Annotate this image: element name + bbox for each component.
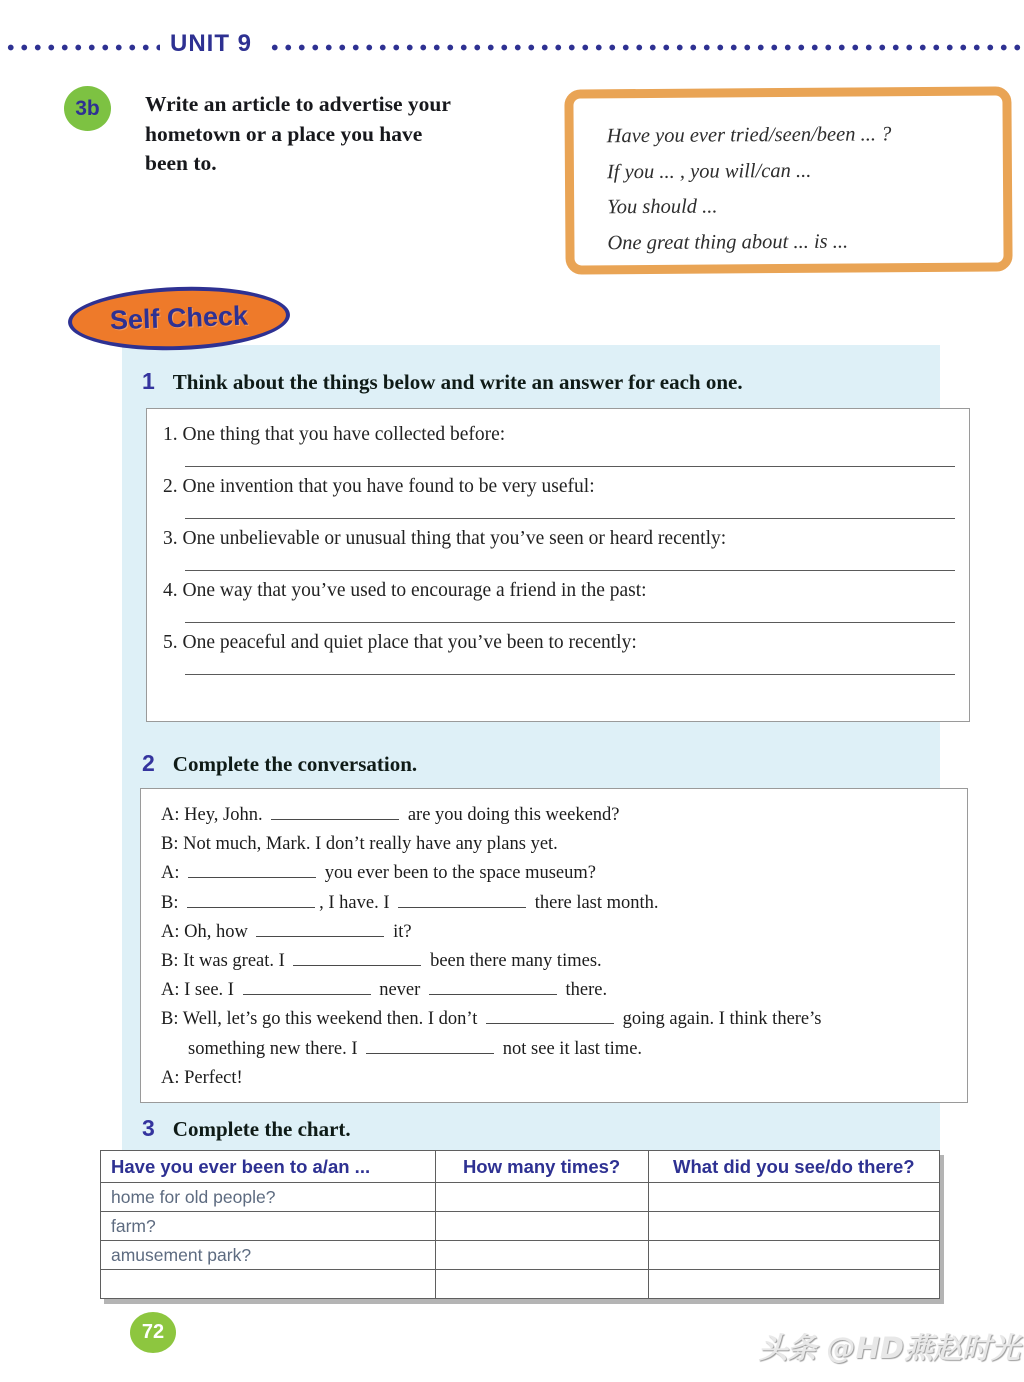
section-2-number: 2	[142, 750, 155, 776]
chart-cell[interactable]	[648, 1270, 939, 1299]
conversation-text: B: It was great. I	[161, 951, 290, 972]
task-3b-line: hometown or a place you have	[145, 121, 423, 146]
answer-line[interactable]	[185, 518, 955, 519]
hint-line: One great thing about ... is ...	[607, 230, 849, 254]
conversation-text: B:	[161, 892, 184, 913]
conversation-line	[161, 801, 953, 830]
hint-box	[564, 86, 1012, 274]
conversation-line	[161, 1005, 953, 1034]
task-3b-line: Write an article to advertise your	[145, 92, 451, 116]
conversation-text: , I have. I	[319, 892, 395, 913]
conversation-text: something new there. I	[188, 1038, 363, 1059]
fill-blank[interactable]	[429, 980, 557, 995]
question-item: 5. One peaceful and quiet place that you’ve been to recently:	[163, 632, 637, 653]
fill-blank[interactable]	[398, 893, 526, 908]
fill-blank[interactable]	[271, 805, 399, 820]
chart-row	[101, 1270, 940, 1299]
conversation-text: B: Not much, Mark. I don’t really have any plans yet.	[161, 834, 558, 855]
chart-cell[interactable]	[435, 1270, 648, 1299]
conversation-text: B: Well, let’s go this weekend then. I don’t	[161, 1009, 483, 1030]
conversation-line	[161, 830, 953, 859]
fill-blank[interactable]	[256, 922, 384, 937]
chart-row	[101, 1183, 940, 1212]
section-1-title: Think about the things below and write an answer for each one.	[172, 370, 743, 394]
conversation-text: A: Oh, how	[161, 921, 253, 942]
chart-cell[interactable]	[435, 1212, 648, 1241]
fill-blank[interactable]	[486, 1009, 614, 1024]
answer-line[interactable]	[185, 622, 955, 623]
chart-header-cell: How many times?	[435, 1151, 648, 1183]
conversation-line	[161, 1064, 953, 1093]
hint-line: Have you ever tried/seen/been ... ?	[606, 123, 892, 148]
conversation-text: A: Hey, John.	[161, 805, 268, 825]
section-1-number: 1	[142, 368, 155, 394]
conversation-line	[161, 947, 953, 976]
task-3b-line: been to.	[145, 151, 217, 175]
self-check-badge: Self Check	[67, 283, 291, 354]
conversation-text: never	[374, 980, 425, 1001]
fill-blank[interactable]	[187, 893, 315, 908]
conversation-line	[161, 918, 953, 947]
dotted-rule-right	[268, 43, 1024, 52]
fill-blank[interactable]	[366, 1039, 494, 1054]
question-item: 3. One unbelievable or unusual thing that you’ve seen or heard recently:	[163, 528, 727, 549]
conversation-line	[161, 859, 953, 888]
conversation-text: been there many times.	[425, 951, 602, 972]
section-3-title: Complete the chart.	[172, 1117, 351, 1141]
question-item: 2. One invention that you have found to be very useful:	[163, 476, 595, 497]
chart-row	[101, 1241, 940, 1270]
question-item: 4. One way that you’ve used to encourage a friend in the past:	[163, 580, 647, 601]
conversation-text: there last month.	[530, 892, 659, 913]
conversation-text: are you doing this weekend?	[403, 805, 620, 825]
unit-label: UNIT 9	[170, 30, 253, 57]
answer-line[interactable]	[185, 570, 955, 571]
chart-row-label: amusement park?	[101, 1241, 436, 1270]
fill-blank[interactable]	[293, 951, 421, 966]
chart-header-cell: What did you see/do there?	[648, 1151, 939, 1183]
chart-row-label: farm?	[101, 1212, 436, 1241]
task-3b-instructions	[145, 90, 565, 179]
conversation-text: going again. I think there’s	[618, 1009, 822, 1030]
chart-row-label: home for old people?	[101, 1183, 436, 1212]
conversation-text: A: Perfect!	[161, 1067, 243, 1088]
conversation-text: there.	[560, 980, 608, 1001]
fill-blank[interactable]	[188, 863, 316, 878]
section-2-heading	[142, 750, 417, 777]
section-2-title: Complete the conversation.	[172, 752, 418, 776]
chart-cell[interactable]	[648, 1183, 939, 1212]
conversation-text: it?	[388, 921, 412, 942]
section-3-heading	[142, 1115, 351, 1142]
fill-blank[interactable]	[243, 980, 371, 995]
conversation-text: you ever been to the space museum?	[320, 863, 596, 884]
task-3b-badge: 3b	[64, 86, 111, 131]
chart-header-row	[101, 1151, 940, 1183]
answer-line[interactable]	[185, 466, 955, 467]
section-3-number: 3	[142, 1115, 155, 1141]
question-item: 1. One thing that you have collected before:	[163, 424, 506, 445]
conversation-text: not see it last time.	[498, 1038, 643, 1059]
conversation-line	[161, 1035, 953, 1064]
answer-line[interactable]	[185, 674, 955, 675]
conversation-text: A:	[161, 863, 185, 884]
answers-box	[146, 408, 970, 722]
chart-table	[100, 1150, 940, 1299]
hint-line: You should ...	[607, 195, 718, 219]
dotted-rule-left	[4, 43, 160, 52]
conversation-box	[140, 788, 968, 1103]
conversation-line	[161, 889, 953, 918]
page-number-badge: 72	[130, 1312, 176, 1353]
section-1-heading	[142, 368, 743, 395]
chart-cell[interactable]	[648, 1241, 939, 1270]
conversation-text: A: I see. I	[161, 980, 239, 1001]
chart-row	[101, 1212, 940, 1241]
chart-row-label	[101, 1270, 436, 1299]
hint-line: If you ... , you will/can ...	[606, 159, 812, 183]
chart-cell[interactable]	[435, 1241, 648, 1270]
chart-cell[interactable]	[435, 1183, 648, 1212]
chart-cell[interactable]	[648, 1212, 939, 1241]
chart-header-cell: Have you ever been to a/an ...	[101, 1151, 436, 1183]
watermark: 头条 @HD燕赵时光	[758, 1331, 1020, 1365]
conversation-line	[161, 976, 953, 1005]
